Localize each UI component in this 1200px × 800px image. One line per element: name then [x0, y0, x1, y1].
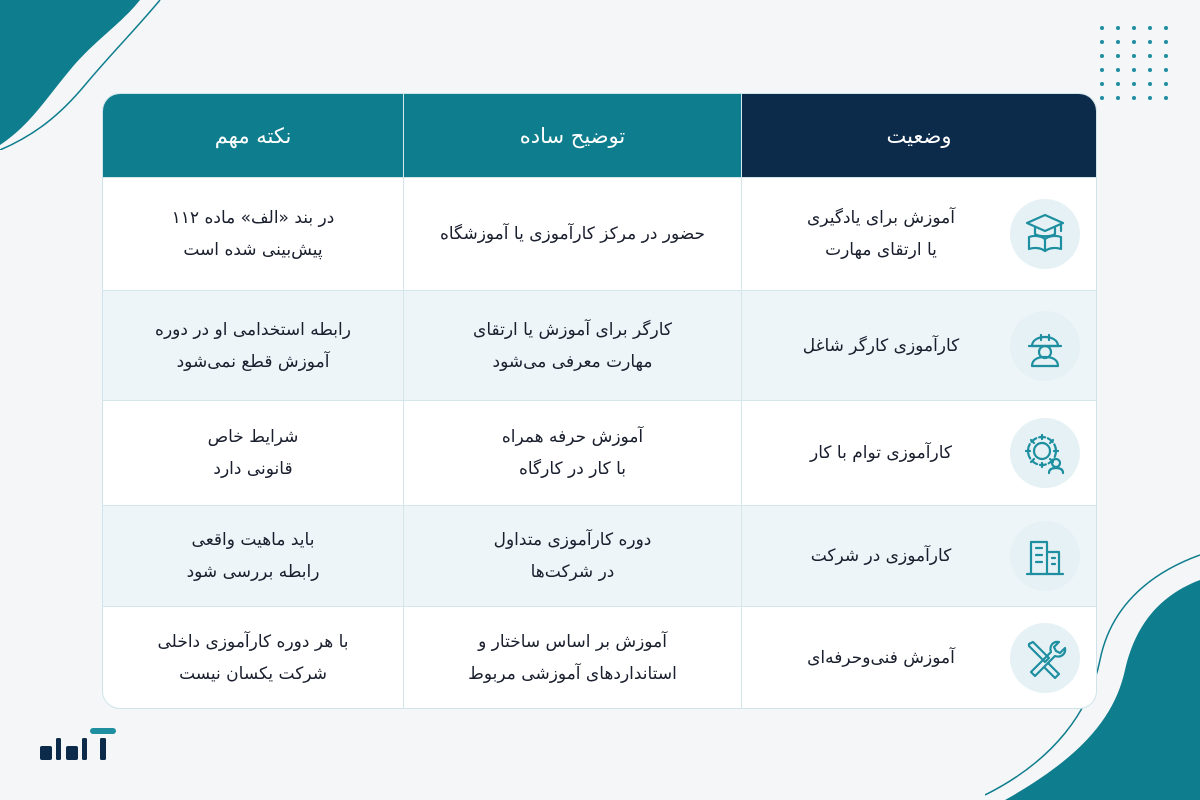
- decor-dot: [1148, 26, 1152, 30]
- note-line: رابطه استخدامی او در دوره: [155, 319, 351, 340]
- decor-dot: [1164, 54, 1168, 58]
- decor-dot: [1164, 68, 1168, 72]
- decor-dot: [1116, 40, 1120, 44]
- note-line: شرکت یکسان نیست: [179, 663, 327, 684]
- status-line: کارآموزی توام با کار: [810, 443, 952, 463]
- worker-helmet-icon: [1010, 311, 1080, 381]
- table-row: [103, 606, 1096, 708]
- decor-dot: [1100, 54, 1104, 58]
- status-line: آموزش برای یادگیری: [807, 208, 955, 228]
- status-label: [776, 330, 986, 362]
- description-cell: [404, 506, 742, 606]
- decor-dot: [1148, 54, 1152, 58]
- decor-dot: [1100, 96, 1104, 100]
- status-line: آموزش فنی‌وحرفه‌ای: [807, 647, 955, 668]
- description-line: مهارت معرفی می‌شود: [492, 351, 653, 372]
- status-label: [776, 642, 986, 674]
- decor-dot: [1100, 26, 1104, 30]
- status-cell: [742, 607, 1096, 708]
- note-line: آموزش قطع نمی‌شود: [176, 351, 330, 372]
- description-line: با کار در کارگاه: [518, 459, 627, 479]
- decor-dot: [1164, 40, 1168, 44]
- note-line: با هر دوره کارآموزی داخلی: [157, 631, 349, 652]
- note-line: شرایط خاص: [207, 427, 299, 447]
- decor-dot: [1100, 82, 1104, 86]
- table-row: [103, 177, 1096, 290]
- decor-dot: [1116, 96, 1120, 100]
- description-line: آموزش بر اساس ساختار و: [478, 631, 667, 652]
- graduation-book-icon: [1010, 199, 1080, 269]
- description-line: در شرکت‌ها: [530, 562, 615, 582]
- decor-dot: [1148, 96, 1152, 100]
- note-cell: [103, 291, 404, 400]
- status-cell: [742, 401, 1096, 505]
- decor-dot: [1164, 26, 1168, 30]
- decor-dot: [1116, 26, 1120, 30]
- note-line: قانونی دارد: [213, 459, 293, 479]
- note-cell: [103, 401, 404, 505]
- note-cell: [103, 607, 404, 708]
- status-cell: [742, 506, 1096, 606]
- description-line: کارگر برای آموزش یا ارتقای: [473, 319, 672, 340]
- note-line: رابطه بررسی شود: [186, 562, 320, 582]
- brand-logo: [38, 726, 122, 770]
- description-cell: [404, 607, 742, 708]
- note-line: باید ماهیت واقعی: [191, 530, 315, 550]
- description-line: استانداردهای آموزشی مربوط: [468, 663, 677, 684]
- table-body: [103, 177, 1096, 708]
- status-label: [776, 540, 986, 572]
- status-label: [776, 437, 986, 469]
- table-row: [103, 290, 1096, 400]
- decor-dot: [1148, 82, 1152, 86]
- description-cell: [404, 401, 742, 505]
- decor-dot: [1100, 68, 1104, 72]
- decor-dot: [1164, 82, 1168, 86]
- description-line: آموزش حرفه همراه: [501, 427, 644, 447]
- note-line: پیش‌بینی شده است: [183, 240, 323, 260]
- decor-dot: [1148, 68, 1152, 72]
- note-line: در بند «الف» ماده ۱۱۲: [171, 208, 335, 228]
- table-row: [103, 505, 1096, 606]
- status-line: کارآموزی در شرکت: [810, 546, 952, 566]
- decor-dot: [1116, 68, 1120, 72]
- decor-dot: [1116, 82, 1120, 86]
- description-cell: [404, 291, 742, 400]
- status-line: یا ارتقای مهارت: [825, 240, 937, 260]
- comparison-table: [102, 93, 1097, 709]
- decor-dot: [1100, 40, 1104, 44]
- decor-dot: [1132, 40, 1136, 44]
- header-description: توضیح ساده: [404, 94, 742, 177]
- decor-dot: [1132, 54, 1136, 58]
- decor-dot: [1164, 96, 1168, 100]
- status-line: کارآموزی کارگر شاغل: [802, 335, 960, 356]
- dot-grid-decoration: [1100, 26, 1172, 96]
- note-cell: [103, 178, 404, 290]
- decor-dot: [1148, 40, 1152, 44]
- decor-dot: [1132, 82, 1136, 86]
- decor-dot: [1132, 96, 1136, 100]
- decor-dot: [1132, 26, 1136, 30]
- decor-dot: [1132, 68, 1136, 72]
- status-cell: [742, 178, 1096, 290]
- description-cell: [404, 178, 742, 290]
- table-row: [103, 400, 1096, 505]
- status-label: [776, 202, 986, 266]
- gear-user-icon: [1010, 418, 1080, 488]
- header-status: وضعیت: [742, 94, 1096, 177]
- table-header-row: [103, 94, 1096, 177]
- description-line: حضور در مرکز کارآموزی یا آموزشگاه: [439, 224, 706, 244]
- status-cell: [742, 291, 1096, 400]
- note-cell: [103, 506, 404, 606]
- building-icon: [1010, 521, 1080, 591]
- wrench-screwdriver-icon: [1010, 623, 1080, 693]
- decor-dot: [1116, 54, 1120, 58]
- header-note: نکته مهم: [103, 94, 404, 177]
- description-line: دوره کارآموزی متداول: [493, 530, 652, 550]
